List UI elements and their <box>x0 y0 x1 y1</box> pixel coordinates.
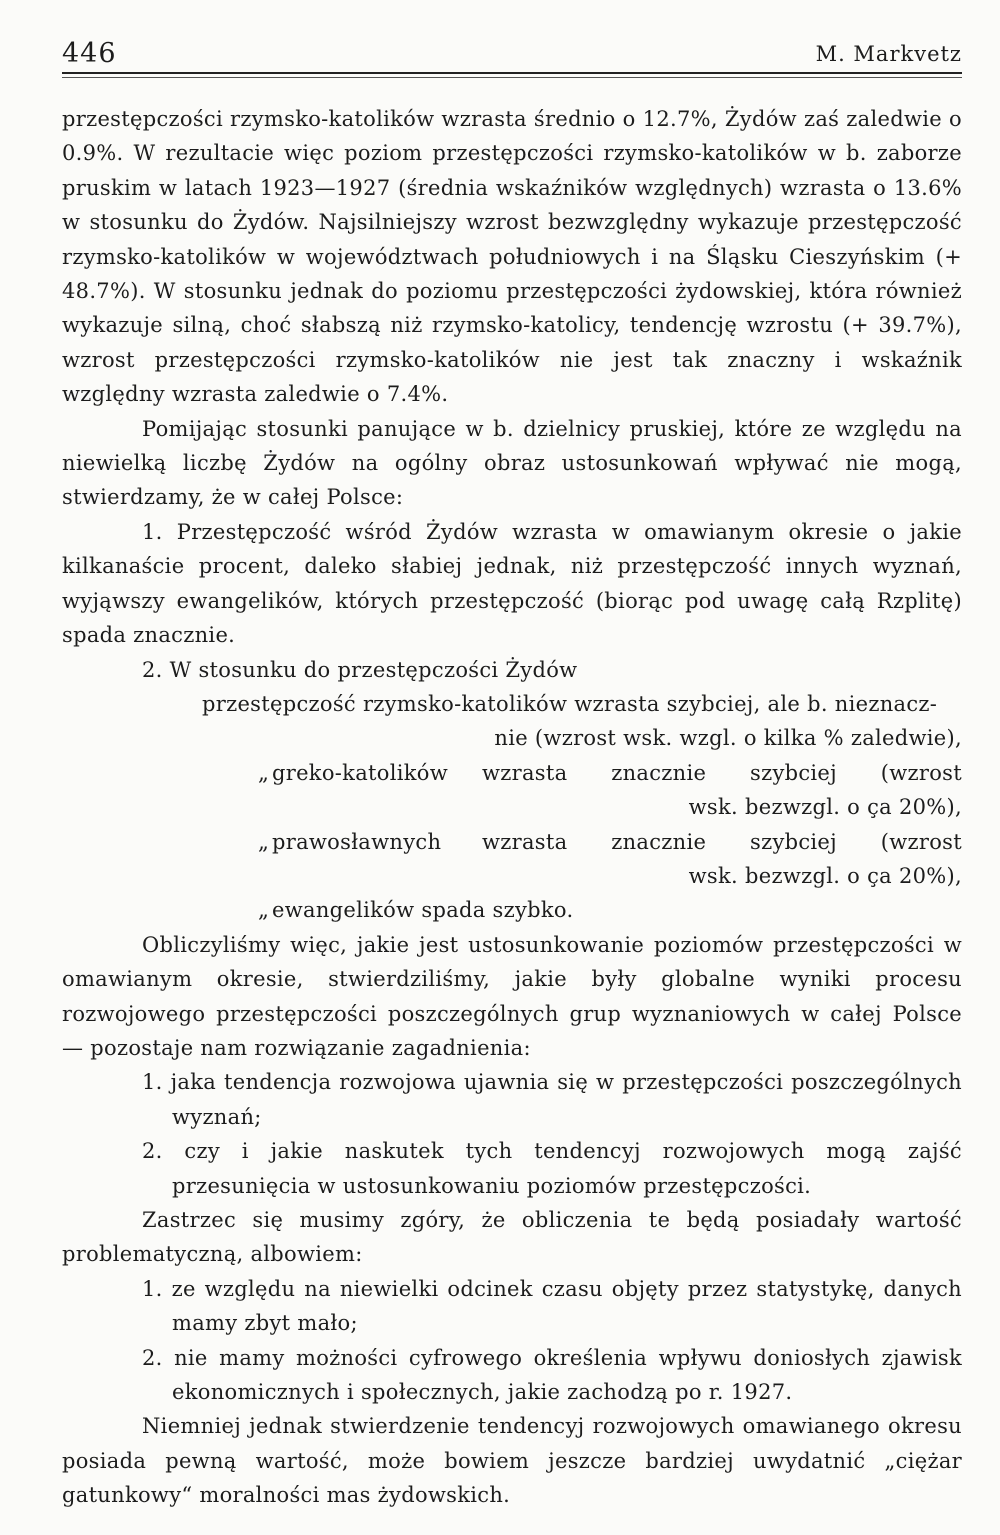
paragraph: Pomijając stosunki panujące w b. dzielnicy pruskiej, które ze względu na niewielką liczbę Żydów na ogólny obraz ustosunkowań wpływać nie mogą, stwierdzamy, że w całej Polsce: <box>62 416 962 510</box>
sub-item-row <box>62 893 962 927</box>
list-item: 1. ze względu na niewielki odcinek czasu objęty przez statystykę, danych mamy zbyt mało; <box>142 1276 962 1336</box>
header-rule-thin <box>62 77 962 78</box>
list-item: 2. czy i jakie naskutek tych tendencyj rozwojowych mogą zajść przesunięcia w ustosunkowaniu poziomów przestępczości. <box>142 1139 962 1198</box>
header-rule <box>62 72 962 74</box>
sub-item-row <box>62 756 962 790</box>
sub-item-name: greko-katolików <box>272 760 448 785</box>
sub-item-line: wzrasta znacznie szybciej (wzrost <box>482 760 962 785</box>
list-item: 1. Przestępczość wśród Żydów wzrasta w omawianym okresie o jakie kilkanaście procent, daleko słabiej jednak, niż przestępczość innych wyznań, wyjąwszy ewangelików, których przestępczość (biorąc pod uwagę całą Rzplitę) spada znacznie. <box>62 519 962 648</box>
body-text <box>62 102 962 1513</box>
page-number: 446 <box>62 38 117 69</box>
sub-item-line: wsk. bezwzgl. o ça 20%), <box>688 795 962 820</box>
paragraph: Niemniej jednak stwierdzenie tendencyj rozwojowych omawianego okresu posiada pewną wartość, może bowiem jeszcze bardziej uwydatnić „ciężar gatunkowy“ moralności mas żydowskich. <box>62 1414 962 1508</box>
ditto-mark: „ <box>258 760 270 785</box>
sub-item-line: wzrasta znacznie szybciej (wzrost <box>482 829 962 854</box>
running-head-author: M. Markvetz <box>815 42 962 66</box>
sub-item-line: przestępczość rzymsko-katolików wzrasta szybciej, ale b. nieznacz- <box>202 691 938 716</box>
ditto-mark: „ <box>258 898 270 923</box>
list-item: 2. nie mamy możności cyfrowego określenia wpływu doniosłych zjawisk ekonomicznych i społecznych, jakie zachodzą po r. 1927. <box>142 1345 962 1405</box>
sub-item-row <box>62 825 962 859</box>
paragraph: przestępczości rzymsko-katolików wzrasta średnio o 12.7%, Żydów zaś zaledwie o 0.9%. W rezultacie więc poziom przestępczości rzymsko-katolików w b. zaborze pruskim w latach 1923—1927 (średnia wskaźników względnych) wzrasta o 13.6% w stosunku do Żydów. Najsilniejszy wzrost bezwzględny wykazuje przestępczość rzymsko-katolików w województwach południowych i na Śląsku Cieszyńskim (+ 48.7%). W stosunku jednak do poziomu przestępczości żydowskiej, która również wykazuje silną, choć słabszą niż rzymsko-katolicy, tendencję wzrostu (+ 39.7%), wzrost przestępczości rzymsko-katolików nie jest tak znaczny i wskaźnik względny wzrasta zaledwie o 7.4%. <box>62 107 962 407</box>
sub-item-line: ewangelików spada szybko. <box>272 898 574 923</box>
sub-item-line: wsk. bezwzgl. o ça 20%), <box>688 863 962 888</box>
page-header <box>62 36 962 76</box>
paragraph: Obliczyliśmy więc, jakie jest ustosunkowanie poziomów przestępczości w omawianym okresie, stwierdziliśmy, jakie były globalne wyniki procesu rozwojowego przestępczości poszczególnych grup wyznaniowych w całej Polsce — pozostaje nam rozwiązanie zagadnienia: <box>62 932 962 1060</box>
sub-item-name: prawosławnych <box>272 829 442 854</box>
ditto-mark: „ <box>258 829 270 854</box>
sub-item-line: nie (wzrost wsk. wzgl. o kilka % zaledwie), <box>494 726 962 751</box>
paragraph: Zastrzec się musimy zgóry, że obliczenia te będą posiadały wartość problematyczną, albowiem: <box>62 1208 962 1267</box>
list-item: 2. W stosunku do przestępczości Żydów <box>142 657 578 682</box>
list-item: 1. jaka tendencja rozwojowa ujawnia się w przestępczości poszczególnych wyznań; <box>142 1070 962 1129</box>
